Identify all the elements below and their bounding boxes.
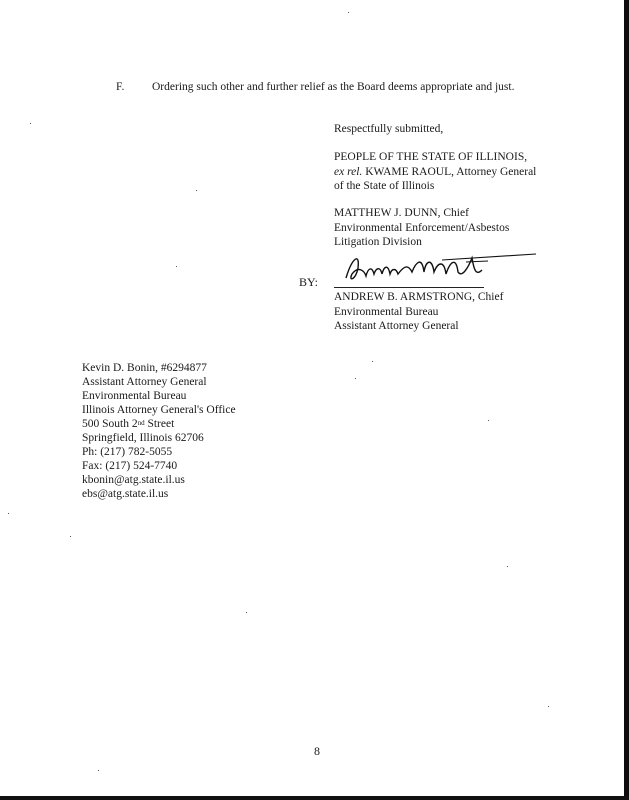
scan-speck [246, 612, 247, 613]
closing-block [334, 122, 443, 137]
scan-speck [8, 513, 9, 514]
scan-speck [98, 770, 99, 771]
people-line-3: of the State of Illinois [334, 180, 435, 192]
contact-name: Kevin D. Bonin, #6294877 [82, 362, 207, 374]
contact-title: Assistant Attorney General [82, 376, 207, 388]
contact-street [82, 417, 236, 431]
contact-office: Illinois Attorney General's Office [82, 404, 236, 416]
scan-speck [196, 190, 197, 191]
relief-item-text: Ordering such other and further relief as the Board deems appropriate and just. [152, 81, 515, 93]
street-name: Street [144, 418, 175, 430]
scan-speck [70, 536, 71, 537]
armstrong-line-3: Assistant Attorney General [334, 320, 459, 332]
dunn-line-3: Litigation Division [334, 236, 422, 248]
people-block [334, 150, 536, 194]
street-number: 500 South 2 [82, 418, 138, 430]
scan-speck [348, 12, 349, 13]
attorney-general-name: KWAME RAOUL, Attorney General [362, 165, 537, 178]
handwritten-signature [338, 248, 538, 288]
scan-edge-bottom [0, 796, 629, 800]
page-number: 8 [314, 744, 320, 758]
armstrong-block [334, 290, 503, 334]
contact-fax: Fax: (217) 524-7740 [82, 460, 178, 472]
contact-bureau: Environmental Bureau [82, 390, 187, 402]
dunn-line-2: Environmental Enforcement/Asbestos [334, 221, 510, 234]
people-line-2 [334, 165, 536, 180]
scan-speck [488, 420, 489, 421]
people-line-1: PEOPLE OF THE STATE OF ILLINOIS, [334, 151, 528, 163]
armstrong-line-2: Environmental Bureau [334, 305, 439, 318]
relief-item-letter: F. [116, 81, 125, 93]
ex-rel-italic: ex rel. [334, 165, 363, 178]
scan-speck [548, 706, 549, 707]
scan-speck [372, 361, 373, 362]
by-label: BY: [299, 275, 318, 289]
scan-edge-right [624, 0, 629, 800]
street-ordinal: nd [137, 419, 145, 427]
closing-text: Respectfully submitted, [334, 123, 444, 135]
dunn-block [334, 206, 509, 250]
contact-email-1: kbonin@atg.state.il.us [82, 474, 185, 486]
scan-speck [176, 266, 177, 267]
contact-block [82, 361, 236, 501]
scan-speck [355, 378, 356, 379]
contact-city: Springfield, Illinois 62706 [82, 432, 204, 444]
contact-phone: Ph: (217) 782-5055 [82, 446, 173, 458]
scan-speck [507, 566, 508, 567]
contact-email-2: ebs@atg.state.il.us [82, 488, 169, 500]
dunn-line-1: MATTHEW J. DUNN, Chief [334, 207, 469, 219]
scan-speck [30, 123, 31, 124]
signature-line [334, 287, 484, 288]
armstrong-line-1: ANDREW B. ARMSTRONG, Chief [334, 291, 504, 303]
